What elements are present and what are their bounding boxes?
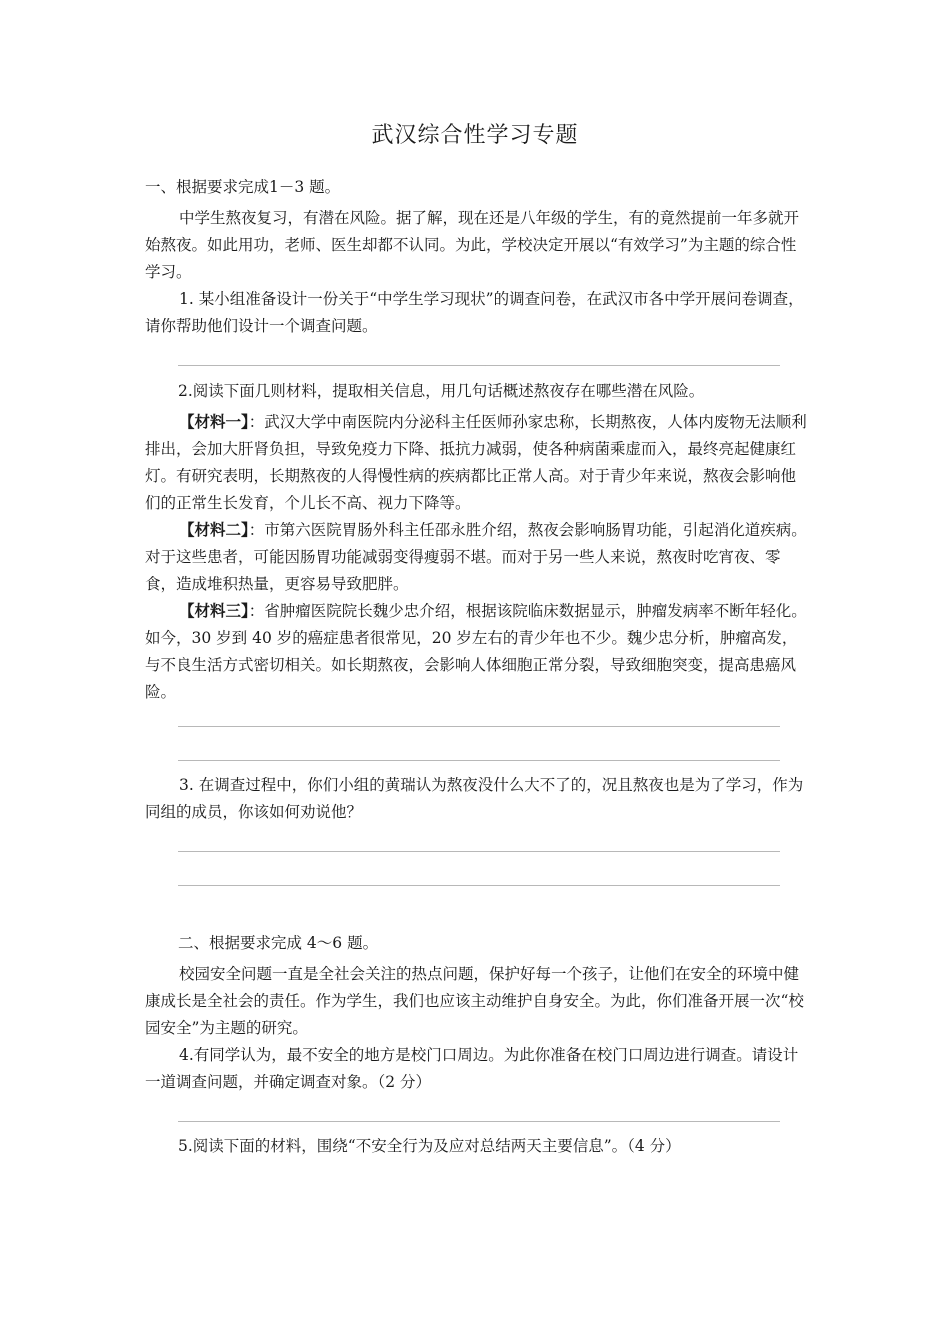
answer-line-q4[interactable]: [178, 1121, 780, 1122]
material-3-label: 【材料三】: [179, 601, 249, 620]
section-2-heading: 二、根据要求完成 4～6 题。: [178, 934, 379, 952]
material-1-text: ：武汉大学中南医院内分泌科主任医师孙家忠称，长期熬夜，人体内废物无法顺利排出，会加大肝肾负担，导致免疫力下降、抵抗力减弱，使各种病菌乘虚而入，最终亮起健康红灯。有研究表明，长期熬夜的人得慢性病的疾病都比正常人高。对于青少年来说，熬夜会影响他们的正常生长发育，个儿长不高、视力下降等。: [145, 413, 807, 512]
question-3: 3. 在调查过程中，你们小组的黄瑞认为熬夜没什么大不了的，况且熬夜也是为了学习，作为同组的成员，你该如何劝说他？: [145, 776, 804, 821]
material-2-label: 【材料二】: [179, 520, 249, 539]
answer-line-q3-b[interactable]: [178, 885, 780, 886]
material-1-label: 【材料一】: [179, 412, 249, 431]
material-2: [145, 516, 810, 598]
question-5: 5.阅读下面的材料，围绕“不安全行为及应对总结两天主要信息”。（4 分）: [178, 1137, 681, 1155]
answer-line-q2-b[interactable]: [178, 760, 780, 761]
answer-line-q3-a[interactable]: [178, 851, 780, 852]
section-1-heading: 一、根据要求完成1－3 题。: [145, 178, 341, 196]
section-1-intro: 中学生熬夜复习，有潜在风险。据了解，现在还是八年级的学生，有的竟然提前一年多就开始熬夜。如此用功，老师、医生却都不认同。为此，学校决定开展以“有效学习”为主题的综合性学习。: [145, 209, 800, 281]
document-title: 武汉综合性学习专题: [371, 123, 579, 148]
material-2-text: ：市第六医院胃肠外科主任邵永胜介绍，熬夜会影响肠胃功能，引起消化道疾病。对于这些患者，可能因肠胃功能减弱变得瘦弱不堪。而对于另一些人来说，熬夜时吃宵夜、零食，造成堆积热量，更容易导致肥胖。: [145, 521, 807, 593]
question-2: 2.阅读下面几则材料，提取相关信息，用几句话概述熬夜存在哪些潜在风险。: [178, 382, 705, 400]
material-1: [145, 408, 810, 517]
answer-line-q2-a[interactable]: [178, 726, 780, 727]
section-2-intro: 校园安全问题一直是全社会关注的热点问题，保护好每一个孩子，让他们在安全的环境中健康成长是全社会的责任。作为学生，我们也应该主动维护自身安全。为此，你们准备开展一次“校园安全”为主题的研究。: [145, 965, 804, 1037]
answer-line-q1[interactable]: [178, 365, 780, 366]
material-3: [145, 597, 810, 706]
question-4: 4.有同学认为，最不安全的地方是校门口周边。为此你准备在校门口周边进行调查。请设计一道调查问题，并确定调查对象。（2 分）: [145, 1046, 799, 1091]
question-1: 1. 某小组准备设计一份关于“中学生学习现状”的调查问卷，在武汉市各中学开展问卷调查，请你帮助他们设计一个调查问题。: [145, 290, 804, 335]
material-3-text: ：省肿瘤医院院长魏少忠介绍，根据该院临床数据显示，肿瘤发病率不断年轻化。如今，30 岁到 40 岁的癌症患者很常见，20 岁左右的青少年也不少。魏少忠分析，肿瘤高发，与不良生活方式密切相关。如长期熬夜，会影响人体细胞正常分裂，导致细胞突变，提高患癌风险。: [145, 602, 807, 701]
